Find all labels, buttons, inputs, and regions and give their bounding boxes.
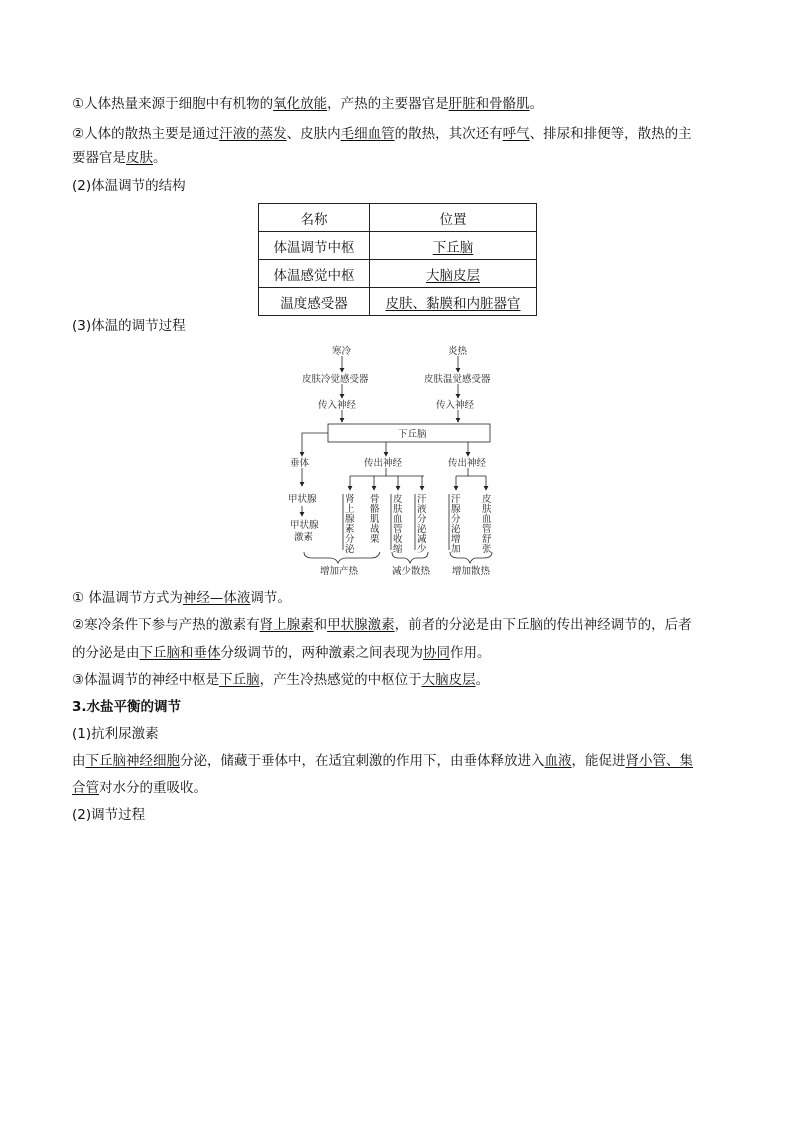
pituitary-label: 垂体 (290, 458, 310, 469)
text: 的散热，其次还有 (394, 126, 503, 142)
text: 对水分的重吸收。 (99, 780, 207, 796)
hot-label: 炎热 (448, 346, 468, 357)
text: 分级调节的，两种激素之间表现为 (220, 645, 423, 661)
table-cell (370, 288, 537, 316)
vtext: 皮 (393, 494, 403, 505)
sweat-increase-column (451, 494, 461, 555)
thyroid-hormone-label: 甲状腺 (290, 520, 319, 531)
answer-underlined: 大脑皮层 (421, 672, 476, 688)
text: ③体温调节的神经中枢是 (72, 672, 220, 688)
text: ① 体温调节方式为 (72, 590, 183, 606)
answer-underlined: 肾小管、集 (625, 753, 693, 769)
afferent-nerve-right: 传入神经 (436, 400, 475, 411)
text: 。 (529, 96, 544, 112)
vtext: 分 (451, 514, 461, 525)
answer-underlined: 肝脏和骨骼肌 (448, 96, 530, 112)
vtext: 腺 (451, 504, 461, 515)
hot-receptor-label: 皮肤温觉感受器 (424, 374, 491, 385)
answer-underlined: 呼气 (502, 126, 530, 142)
vtext: 骼 (370, 504, 380, 515)
text: ②寒冷条件下参与产热的激素有 (72, 617, 260, 633)
vtext: 管 (482, 524, 492, 535)
vtext: 上 (345, 504, 355, 515)
vtext: 舒 (482, 534, 492, 545)
text: ，能促进 (571, 753, 626, 769)
heading-structure: (2)体温调节的结构 (72, 178, 186, 194)
table-row (259, 232, 537, 260)
vtext: 液 (417, 504, 427, 515)
answer-underlined: 皮肤、黏膜和内脏器官 (385, 295, 521, 312)
point-hormones (72, 616, 692, 634)
vtext: 肤 (482, 504, 492, 515)
sweat-reduce-column (417, 494, 427, 555)
text: 。 (153, 150, 167, 166)
text: ，前者的分泌是由下丘脑的传出神经调节的，后者 (394, 617, 692, 633)
table-cell: 温度感受器 (259, 288, 370, 316)
table-header-row (259, 204, 537, 232)
text: 调节。 (250, 590, 291, 606)
text: ②人体的散热主要是通过 (72, 126, 220, 142)
vtext: 血 (393, 514, 403, 525)
vtext: 张 (482, 544, 492, 555)
vtext: 皮 (482, 494, 492, 505)
heading-process: (3)体温的调节过程 (72, 318, 186, 334)
vtext: 血 (482, 514, 492, 525)
cold-receptor-label: 皮肤冷觉感受器 (302, 374, 369, 385)
vtext: 泌 (451, 524, 461, 535)
text: 、排尿和排便等，散热的主 (529, 126, 692, 142)
answer-underlined: 大脑皮层 (426, 267, 480, 284)
paragraph-heat-loss (72, 125, 692, 143)
point-nerve-center (72, 671, 489, 689)
increase-heat-loss-label: 增加散热 (452, 566, 491, 577)
vtext: 骨 (370, 494, 380, 505)
text: ①人体热量来源于细胞中有机物的 (72, 96, 274, 112)
subheading-process: (2)调节过程 (72, 807, 146, 823)
cold-label: 寒冷 (332, 346, 352, 357)
vtext: 汗 (417, 494, 427, 505)
vtext: 收 (393, 534, 403, 545)
efferent-nerve-mid: 传出神经 (364, 458, 403, 469)
table-cell: 体温感觉中枢 (259, 260, 370, 288)
structure-table (258, 203, 537, 316)
paragraph-adh (72, 752, 693, 770)
answer-underlined: 下丘脑 (432, 239, 474, 256)
vtext: 汗 (451, 494, 461, 505)
vtext: 肾 (345, 494, 355, 505)
text: ，产生冷热感觉的中枢位于 (259, 672, 422, 688)
point-hormones-cont (72, 644, 491, 662)
table-header-cell: 名称 (259, 204, 370, 232)
increase-heat-production-label: 增加产热 (320, 566, 359, 577)
text: 和 (313, 617, 328, 633)
table-row (259, 260, 537, 288)
vtext: 加 (451, 544, 461, 555)
vtext: 素 (345, 524, 355, 535)
answer-underlined: 合管 (72, 780, 99, 796)
answer-underlined: 血液 (544, 753, 572, 769)
answer-underlined: 协同 (423, 645, 450, 661)
answer-underlined: 神经—体液 (182, 590, 251, 606)
answer-underlined: 毛细血管 (340, 126, 395, 142)
vtext: 缩 (393, 544, 403, 555)
answer-underlined: 下丘脑 (219, 672, 260, 688)
hypothalamus-label: 下丘脑 (398, 429, 427, 440)
text: 要器官是 (72, 150, 126, 166)
section-heading-water-salt: 3.水盐平衡的调节 (72, 699, 182, 715)
vtext: 腺 (345, 514, 355, 525)
thyroid-label: 甲状腺 (288, 494, 317, 505)
table-row (259, 288, 537, 316)
vtext: 肤 (393, 504, 403, 515)
vtext: 肌 (370, 514, 380, 525)
adrenaline-column (345, 493, 355, 555)
muscle-shiver-column (370, 494, 380, 545)
vtext: 分 (345, 534, 355, 545)
text: 分泌，储藏于垂体中，在适宜刺激的作用下，由垂体释放进入 (180, 753, 545, 769)
vtext: 分 (417, 514, 427, 525)
vtext: 战 (370, 524, 380, 535)
table-header-cell: 位置 (370, 204, 537, 232)
vtext: 增 (451, 534, 461, 545)
vtext: 栗 (370, 534, 380, 545)
paragraph-heat-loss-cont (72, 149, 167, 167)
answer-underlined: 下丘脑神经细胞 (85, 753, 180, 769)
vtext: 管 (393, 524, 403, 535)
answer-underlined: 氧化放能 (273, 96, 328, 112)
skin-vessel-contract-column (393, 493, 403, 555)
answer-underlined: 甲状腺激素 (327, 617, 395, 633)
text: 由 (72, 753, 86, 769)
subheading-adh: (1)抗利尿激素 (72, 726, 159, 742)
vtext: 减 (417, 534, 427, 545)
paragraph-adh-cont (72, 779, 207, 797)
efferent-nerve-right: 传出神经 (448, 458, 487, 469)
paragraph-heat-source (72, 95, 543, 113)
answer-underlined: 下丘脑和垂体 (139, 645, 221, 661)
temperature-regulation-diagram (284, 340, 514, 580)
text: 、皮肤内 (286, 126, 341, 142)
vtext: 泌 (345, 544, 355, 555)
table-cell: 体温调节中枢 (259, 232, 370, 260)
vtext: 泌 (417, 524, 427, 535)
vtext: 少 (417, 544, 427, 555)
table-cell (370, 260, 537, 288)
answer-underlined: 肾上腺素 (259, 617, 314, 633)
thyroid-hormone-label: 激素 (294, 532, 314, 543)
table-cell (370, 232, 537, 260)
answer-underlined: 皮肤 (126, 150, 153, 166)
skin-vessel-dilate-column (482, 493, 492, 555)
text: 的分泌是由 (72, 645, 140, 661)
text: ，产热的主要器官是 (327, 96, 449, 112)
point-regulation-mode (72, 589, 291, 607)
text: 。 (475, 672, 490, 688)
answer-underlined: 汗液的蒸发 (219, 126, 287, 142)
text: 作用。 (450, 645, 491, 661)
decrease-heat-loss-label: 减少散热 (392, 566, 431, 577)
afferent-nerve-left: 传入神经 (318, 400, 357, 411)
